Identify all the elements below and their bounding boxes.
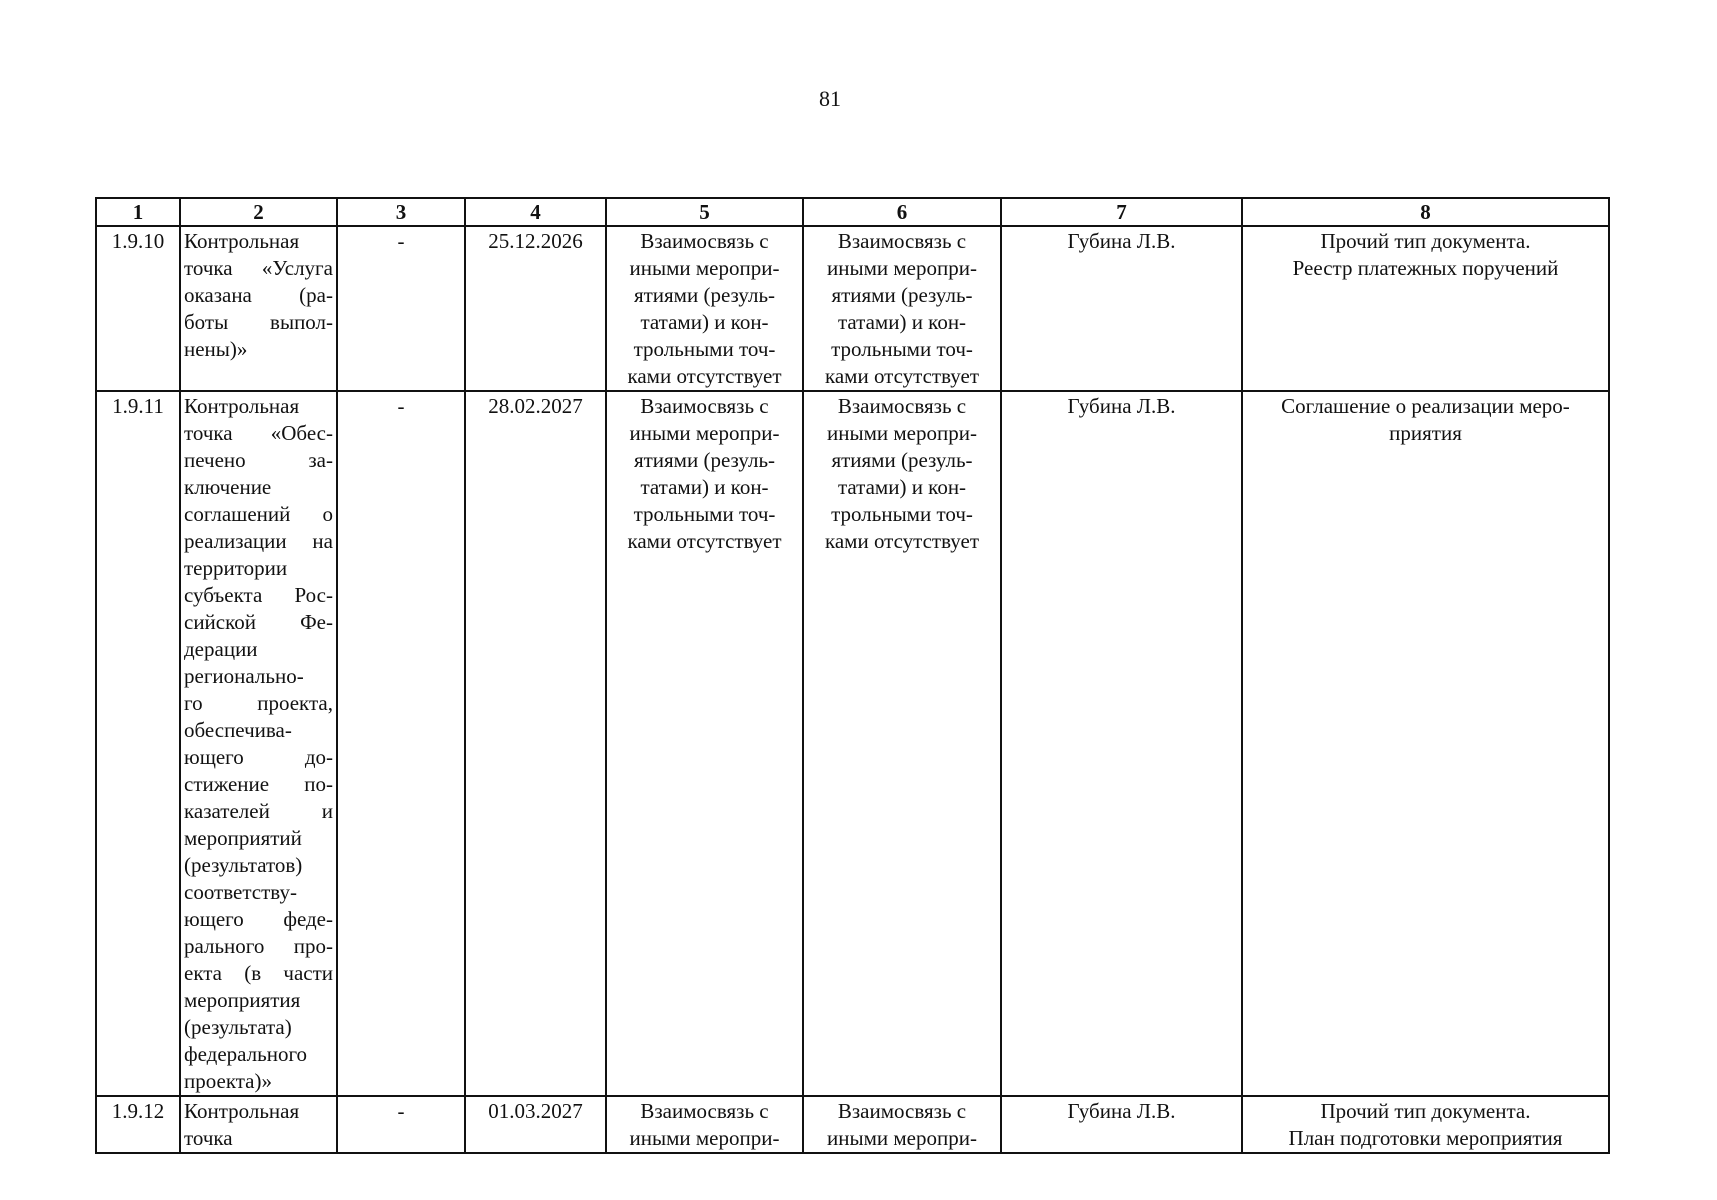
text-line: сийской Фе-	[184, 610, 333, 634]
text-line: ятиями (резуль-	[633, 448, 776, 472]
text-line: Взаимосвязь с	[640, 229, 769, 253]
column-3-cell: -	[337, 391, 465, 1096]
text-line: Взаимосвязь с	[837, 1099, 967, 1123]
text-line: боты выпол-	[184, 310, 333, 334]
text-line: мероприятий	[184, 826, 302, 850]
text-line: приятия	[1389, 421, 1462, 445]
text-line: Контрольная	[184, 1099, 300, 1123]
page-number: 81	[819, 86, 841, 111]
text-line: татами) и кон-	[640, 475, 769, 499]
control-points-table	[95, 197, 1610, 1154]
text-line: соглашений о	[184, 502, 333, 526]
text-line: ками отсутствует	[627, 364, 782, 388]
header-row	[96, 198, 1609, 226]
column-header-8: 8	[1242, 198, 1609, 226]
text-line: екта (в части	[184, 961, 333, 985]
column-header-3: 3	[337, 198, 465, 226]
text-line: иными меропри-	[629, 421, 780, 445]
text-line: реализации на	[184, 529, 333, 553]
text-line: субъекта Рос-	[184, 583, 333, 607]
date-cell: 01.03.2027	[465, 1096, 606, 1153]
text-line: трольными точ-	[831, 337, 973, 361]
control-point-name-cell	[180, 1096, 337, 1153]
column-header-2: 2	[180, 198, 337, 226]
row-number-cell: 1.9.11	[96, 391, 180, 1096]
text-line: План подготовки мероприятия	[1288, 1126, 1563, 1150]
text-line: иными меропри-	[827, 421, 977, 445]
text-line: ющего до-	[184, 745, 333, 769]
text-line: рального про-	[184, 934, 333, 958]
relationship-cell	[803, 391, 1001, 1096]
table-row	[96, 391, 1609, 1096]
text-line: ками отсутствует	[824, 529, 980, 553]
relationship-cell	[606, 226, 803, 391]
text-line: ключение	[184, 475, 272, 499]
column-header-4: 4	[465, 198, 606, 226]
text-line: Взаимосвязь с	[837, 394, 967, 418]
text-line: иными меропри-	[827, 1126, 977, 1150]
text-line: ками отсутствует	[627, 529, 782, 553]
text-line: точка «Обес-	[184, 421, 333, 445]
text-line: Взаимосвязь с	[837, 229, 967, 253]
text-line: Прочий тип документа.	[1320, 229, 1531, 253]
text-line: татами) и кон-	[640, 310, 769, 334]
column-header-1: 1	[96, 198, 180, 226]
text-line: проекта)»	[184, 1069, 272, 1093]
text-line: мероприятия	[184, 988, 301, 1012]
row-number-cell: 1.9.10	[96, 226, 180, 391]
text-line: Реестр платежных поручений	[1292, 256, 1559, 280]
text-line: оказана (ра-	[184, 283, 333, 307]
table-row	[96, 226, 1609, 391]
document-type-cell	[1242, 226, 1609, 391]
text-line: обеспечива-	[184, 718, 292, 742]
text-line: ющего феде-	[184, 907, 333, 931]
responsible-person-cell: Губина Л.В.	[1001, 1096, 1242, 1153]
text-line: территории	[184, 556, 288, 580]
text-line: иными меропри-	[629, 256, 780, 280]
text-line: стижение по-	[184, 772, 333, 796]
relationship-cell	[606, 1096, 803, 1153]
text-line: казателей и	[184, 799, 333, 823]
text-line: трольными точ-	[831, 502, 973, 526]
column-3-cell: -	[337, 1096, 465, 1153]
relationship-cell	[803, 1096, 1001, 1153]
text-line: ками отсутствует	[824, 364, 980, 388]
text-line: Соглашение о реализации меро-	[1281, 394, 1570, 418]
relationship-cell	[606, 391, 803, 1096]
table-row	[96, 1096, 1609, 1153]
column-header-7: 7	[1001, 198, 1242, 226]
row-number-cell: 1.9.12	[96, 1096, 180, 1153]
text-line: иными меропри-	[827, 256, 977, 280]
text-line: го проекта,	[184, 691, 333, 715]
text-line: Взаимосвязь с	[640, 394, 769, 418]
text-line: татами) и кон-	[837, 475, 967, 499]
text-line: дерации	[184, 637, 258, 661]
responsible-person-cell: Губина Л.В.	[1001, 391, 1242, 1096]
text-line: татами) и кон-	[837, 310, 967, 334]
date-cell: 28.02.2027	[465, 391, 606, 1096]
text-line: ятиями (резуль-	[831, 448, 973, 472]
text-line: трольными точ-	[633, 502, 776, 526]
relationship-cell	[803, 226, 1001, 391]
text-line: соответству-	[184, 880, 297, 904]
text-line: иными меропри-	[629, 1126, 780, 1150]
responsible-person-cell: Губина Л.В.	[1001, 226, 1242, 391]
text-line: Контрольная	[184, 394, 300, 418]
text-line: нены)»	[184, 337, 248, 361]
text-line: ятиями (резуль-	[831, 283, 973, 307]
text-line: точка	[184, 1126, 233, 1150]
text-line: федерального	[184, 1042, 308, 1066]
text-line: (результатов)	[184, 853, 303, 877]
text-line: печено за-	[184, 448, 333, 472]
text-line: ятиями (резуль-	[633, 283, 776, 307]
text-line: регионально-	[184, 664, 304, 688]
column-header-5: 5	[606, 198, 803, 226]
control-point-name-cell	[180, 391, 337, 1096]
date-cell: 25.12.2026	[465, 226, 606, 391]
text-line: (результата)	[184, 1015, 292, 1039]
document-type-cell	[1242, 391, 1609, 1096]
column-3-cell: -	[337, 226, 465, 391]
text-line: Контрольная	[184, 229, 300, 253]
text-line: трольными точ-	[633, 337, 776, 361]
table-body	[96, 226, 1609, 1153]
document-type-cell	[1242, 1096, 1609, 1153]
text-line: Прочий тип документа.	[1320, 1099, 1531, 1123]
text-line: точка «Услуга	[184, 256, 333, 280]
column-header-6: 6	[803, 198, 1001, 226]
text-line: Взаимосвязь с	[640, 1099, 769, 1123]
control-point-name-cell	[180, 226, 337, 391]
